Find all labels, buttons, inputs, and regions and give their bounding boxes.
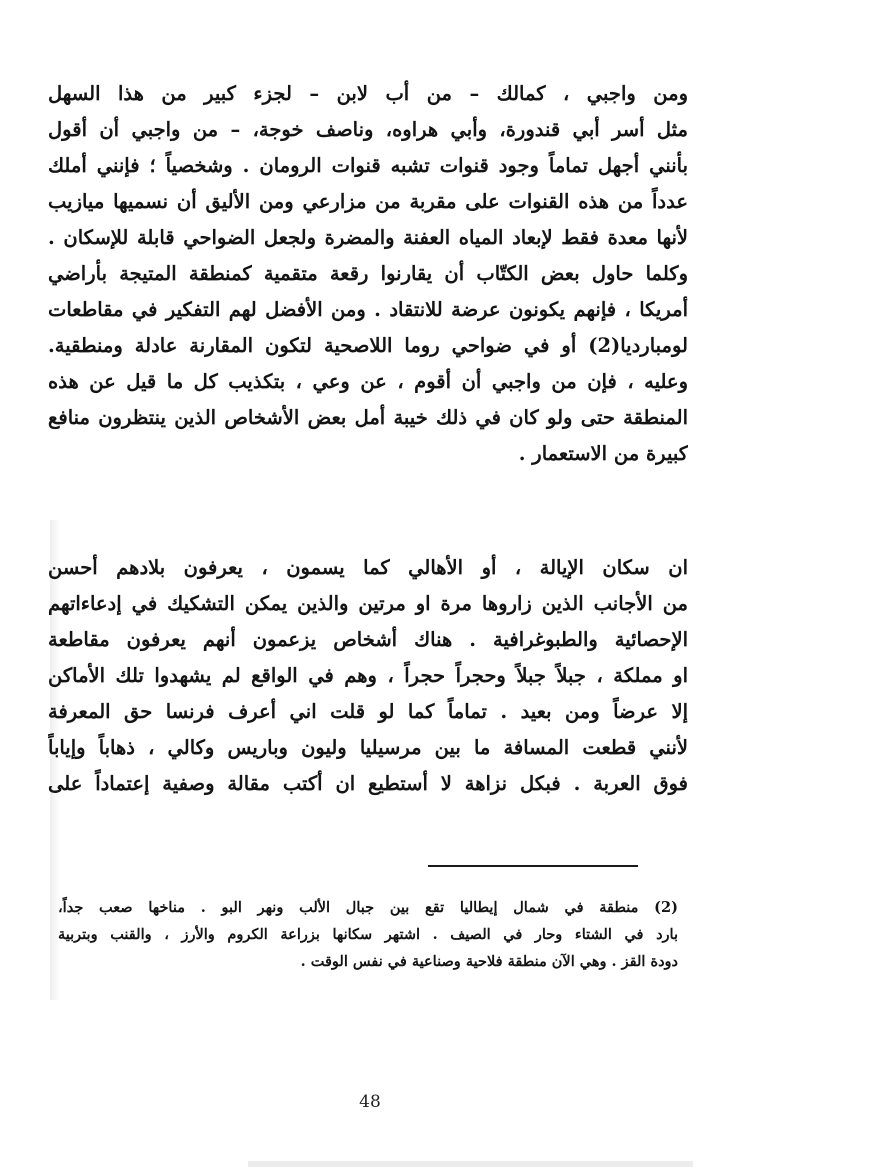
text-line: ومن واجبي ، كمالك – من أب لابن – لجزء كبير من هذا السهل [48, 82, 688, 105]
footnote-line: (2) منطقة في شمال إيطاليا تقع بين جبال الألب ونهر البو . مناخها صعب جداً، [58, 899, 678, 916]
text-line: لومبارديا(2) أو في ضواحي روما اللاصحية لتكون المقارنة عادلة ومنطقية. [48, 334, 688, 357]
text-line: من الأجانب الذين زاروها مرة او مرتين والذين يمكن التشكيك في إدعاءاتهم [48, 592, 688, 615]
text-line: فوق العربة . فبكل نزاهة لا أستطيع ان أكتب مقالة وصفية إعتماداً على [48, 772, 688, 795]
text-line: أمريكا ، فإنهم يكونون عرضة للانتقاد . ومن الأفضل لهم التفكير في مقاطعات [48, 298, 688, 321]
scan-bottom-edge [248, 1161, 693, 1167]
text-line: إلا عرضاً ومن بعيد . تماماً كما لو قلت اني أعرف فرنسا حق المعرفة [48, 700, 688, 723]
footnote-separator [428, 865, 638, 867]
text-line: بأنني أجهل تماماً وجود قنوات تشبه قنوات الرومان . وشخصياً ؛ فإنني أملك [48, 154, 688, 177]
text-line: الإحصائية والطبوغرافية . هناك أشخاص يزعمون أنهم يعرفون مقاطعة [48, 628, 688, 651]
text-line: لأنها معدة فقط لإبعاد المياه العفنة والمضرة ولجعل الضواحي قابلة للإسكان . [48, 226, 688, 249]
text-line: مثل أسر أبي قندورة، وأبي هراوه، وناصف خوجة، – من واجبي أن أقول [48, 118, 688, 141]
text-line: لأنني قطعت المسافة ما بين مرسيليا وليون وباريس وكالي ، ذهاباً وإياباً [48, 736, 688, 759]
text-line: المنطقة حتى ولو كان في ذلك خيبة أمل بعض الأشخاص الذين ينتظرون منافع [48, 406, 688, 429]
page-number: 48 [359, 1092, 381, 1112]
text-line: ان سكان الإيالة ، أو الأهالي كما يسمون ، يعرفون بلادهم أحسن [48, 556, 688, 579]
footnote [58, 894, 678, 975]
body-paragraph-2 [48, 550, 688, 802]
text-line: عدداً من هذه القنوات على مقربة من مزارعي ومن الأليق أن نسميها ميازيب [48, 190, 688, 213]
footnote-line: دودة القز . وهي الآن منطقة فلاحية وصناعية في نفس الوقت . [300, 953, 678, 970]
footnote-line: بارد في الشتاء وحار في الصيف . اشتهر سكانها بزراعة الكروم والأرز ، والقنب وبتربية [58, 926, 678, 943]
text-line: وعليه ، فإن من واجبي أن أقوم ، عن وعي ، بتكذيب كل ما قيل عن هذه [48, 370, 688, 393]
text-line: او مملكة ، جبلاً جبلاً وحجراً حجراً ، وهم في الواقع لم يشهدوا تلك الأماكن [48, 664, 688, 687]
text-line: وكلما حاول بعض الكتّاب أن يقارنوا رقعة متقمية كمنطقة المتيجة بأراضي [48, 262, 688, 285]
body-paragraph-1 [48, 76, 688, 472]
text-line: كبيرة من الاستعمار . [518, 442, 688, 465]
